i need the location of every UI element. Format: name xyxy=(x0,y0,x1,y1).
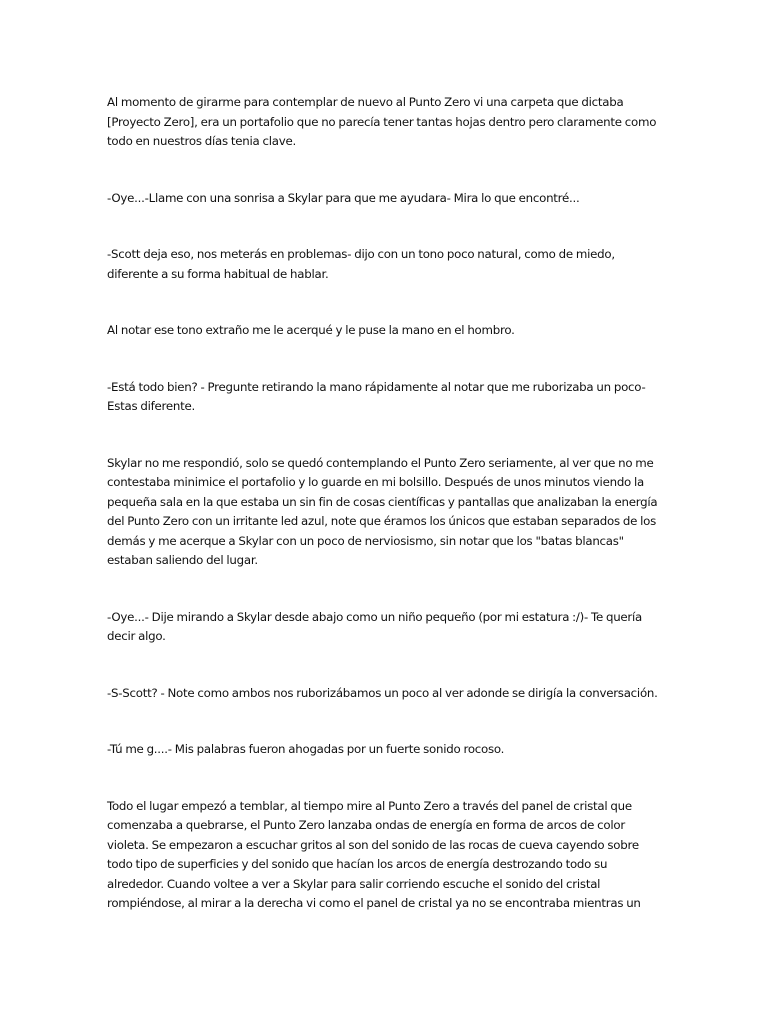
paragraph-gap xyxy=(107,341,663,378)
paragraph-gap xyxy=(107,760,663,797)
paragraph: -S-Scott? - Note como ambos nos ruborizábamos un poco al ver adonde se dirigía la conversación. xyxy=(107,685,658,700)
paragraph: -Tú me g....- Mis palabras fueron ahogadas por un fuerte sonido rocoso. xyxy=(107,742,505,756)
paragraph: Al notar ese tono extraño me le acerqué y le puse la mano en el hombro. xyxy=(107,323,515,337)
paragraph: -Está todo bien? - Pregunte retirando la mano rápidamente al notar que me ruborizaba un poco- Estas diferente. xyxy=(107,379,646,413)
paragraph: Todo el lugar empezó a temblar, al tiempo mire al Punto Zero a través del panel de cristal que comenzaba a quebrarse, el Punto Zero lanzaba ondas de energía en forma de arcos de color violeta. Se empezaron a escuchar gritos al son del sonido de las rocas de cueva cayendo sobre todo tipo de superficies y del sonido que hacían los arcos de energía destrozando todo su alrededor. Cuando voltee a ver a Skylar para salir corriendo escuche el sonido del cristal rompiéndose, al mirar a la derecha vi como el panel de cristal ya no se encontraba mientras un xyxy=(107,798,641,910)
paragraph-gap xyxy=(107,417,663,454)
paragraph-gap xyxy=(107,284,663,321)
document-body xyxy=(107,93,663,914)
paragraph: -Scott deja eso, nos meterás en problemas- dijo con un tono poco natural, como de miedo, diferente a su forma habitual de hablar. xyxy=(107,247,615,281)
paragraph-gap xyxy=(107,647,663,684)
paragraph: -Oye...- Dije mirando a Skylar desde abajo como un niño pequeño (por mi estatura :/)- Te quería decir algo. xyxy=(107,609,643,643)
paragraph-gap xyxy=(107,208,663,245)
paragraph: Al momento de girarme para contemplar de nuevo al Punto Zero vi una carpeta que dictaba [Proyecto Zero], era un portafolio que no parecía tener tantas hojas dentro pero claramente como todo en nuestros días tenia clave. xyxy=(107,95,657,148)
paragraph: Skylar no me respondió, solo se quedó contemplando el Punto Zero seriamente, al ver que no me contestaba minimice el portafolio y lo guarde en mi bolsillo. Después de unos minutos viendo la pequeña sala en la que estaba un sin fin de cosas científicas y pantallas que analizaban la energía del Punto Zero con un irritante led azul, note que éramos los únicos que estaban separados de los demás y me acerque a Skylar con un poco de nerviosismo, sin notar que los "batas blancas" estaban saliendo del lugar. xyxy=(107,455,658,567)
paragraph: -Oye...-Llame con una sonrisa a Skylar para que me ayudara- Mira lo que encontré... xyxy=(107,190,580,205)
paragraph-gap xyxy=(107,152,663,189)
paragraph-gap xyxy=(107,703,663,740)
paragraph-gap xyxy=(107,571,663,608)
